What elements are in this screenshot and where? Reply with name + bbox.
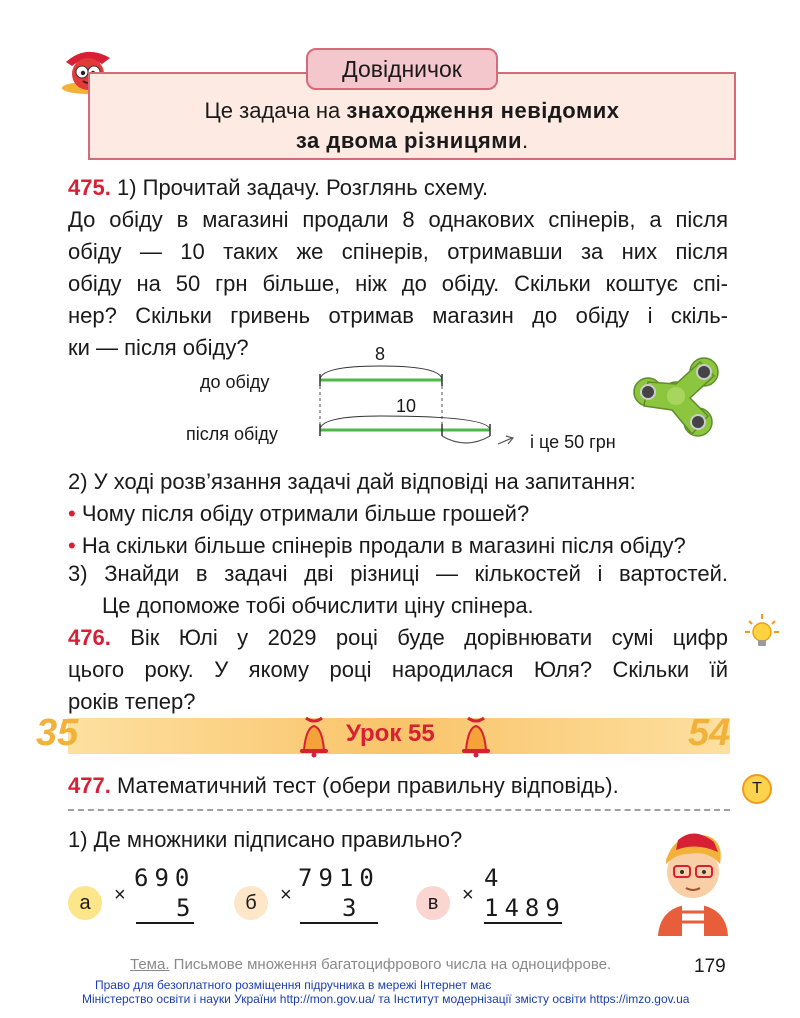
footer-topic: Тема. Письмове множення багатоцифрового числа на одноцифрове.	[130, 956, 612, 973]
bullet-icon: •	[68, 501, 76, 526]
factor-bottom: 3	[342, 894, 363, 922]
underline	[136, 922, 194, 924]
bell-icon	[294, 714, 334, 758]
lightbulb-icon	[742, 612, 782, 652]
task-476-line: років тепер?	[68, 689, 196, 714]
lesson-title: Урок 55	[346, 720, 435, 747]
task-475-intro: 475. 1) Прочитай задачу. Розглянь схему.	[68, 175, 489, 200]
option-a-badge[interactable]: а	[68, 886, 102, 920]
bell-icon	[456, 714, 496, 758]
factor-bottom: 5	[176, 894, 197, 922]
task-475-q2: 2) У ході розв’язання задачі дай відповіді на запитання:	[68, 469, 636, 494]
test-badge: Т	[742, 774, 772, 804]
lesson-deco-left: 35	[36, 712, 79, 754]
factor-bottom: 1489	[484, 894, 566, 922]
task-477-title: 477. Математичний тест (обери правильну відповідь).	[68, 773, 619, 798]
reference-tab: Довідничок	[306, 48, 498, 90]
task-475-q3: 3) Знайди в задачі дві різниці — кількостей і вартостей.	[68, 561, 728, 586]
task-475-line: До обіду в магазині продали 8 однакових спінерів, а після	[68, 207, 728, 232]
reference-text: Це задача на знаходження невідомих за двома різницями.	[204, 98, 620, 153]
underline	[484, 922, 562, 924]
rights-line-1: Право для безоплатного розміщення підручника в мережі Інтернет має	[95, 978, 492, 992]
times-sign: ×	[114, 884, 126, 906]
task-number: 477.	[68, 773, 111, 798]
task-475-bullet: • Чому після обіду отримали більше грошей?	[68, 501, 530, 526]
task-475-line: ки — після обіду?	[68, 335, 249, 360]
lesson-deco-right: 54	[688, 712, 731, 754]
task-476-line: цього року. У якому році народилася Юля? Скільки їй	[68, 657, 728, 682]
underline	[300, 922, 378, 924]
task-475-bullet: • На скільки більше спінерів продали в магазині після обіду?	[68, 533, 686, 558]
times-sign: ×	[280, 884, 292, 906]
task-number: 475.	[68, 175, 111, 200]
page-number: 179	[694, 956, 726, 977]
task-number: 476.	[68, 625, 111, 650]
task-475-line: обіду — 10 таких же спінерів, отримавши за них після	[68, 239, 728, 264]
option-c-badge[interactable]: в	[416, 886, 450, 920]
factor-top: 7910	[298, 864, 380, 892]
count-after: 10	[396, 396, 417, 416]
label-after-lunch: після обіду	[186, 424, 278, 444]
task-476-line: 476. Вік Юлі у 2029 році буде дорівнювати сумі цифр	[68, 625, 728, 650]
option-b-badge[interactable]: б	[234, 886, 268, 920]
task-475-line: обіду на 50 грн більше, ніж до обіду. Скільки коштує спі-	[68, 271, 728, 296]
count-before: 8	[375, 344, 386, 364]
rights-line-2: Міністерство освіти і науки України http://mon.gov.ua/ та Інститут модернізації змісту освіти https://imzo.gov.ua	[82, 992, 690, 1006]
times-sign: ×	[462, 884, 474, 906]
difference-note: і це 50 грн	[530, 432, 616, 452]
spinner-icon	[628, 350, 724, 440]
task-475-line: нер? Скільки гривень отримав магазин до обіду і скіль-	[68, 303, 728, 328]
boy-illustration	[648, 820, 738, 936]
label-before-lunch: до обіду	[200, 372, 270, 392]
factor-top: 4	[484, 864, 505, 892]
bullet-icon: •	[68, 533, 76, 558]
task-477-q1: 1) Де множники підписано правильно?	[68, 827, 463, 852]
divider	[68, 809, 730, 811]
factor-top: 690	[134, 864, 196, 892]
task-475-q3-cont: Це допоможе тобі обчислити ціну спінера.	[102, 593, 534, 618]
